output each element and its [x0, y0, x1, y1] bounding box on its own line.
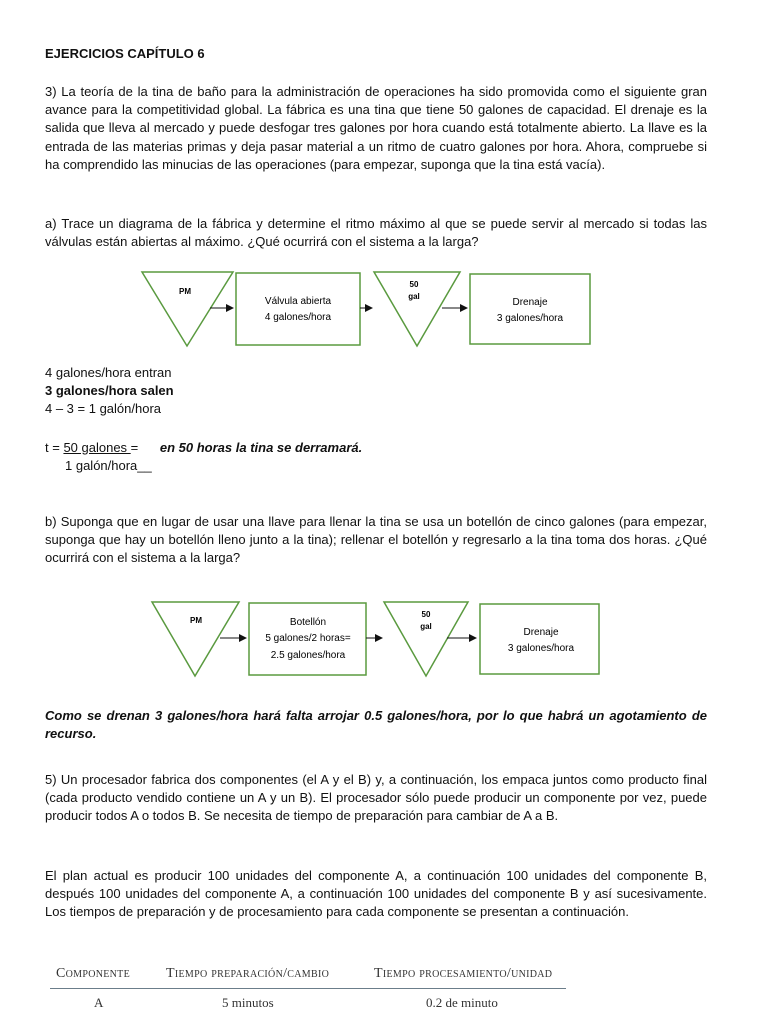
valve-label-2: 4 galones/hora	[264, 312, 332, 323]
calc-net: 4 – 3 = 1 galón/hora	[45, 401, 162, 416]
exercise-3b-answer: Como se drenan 3 galones/hora hará falta arrojar 0.5 galones/hora, por lo que habrá un agotamiento de recurso.	[45, 708, 707, 742]
header-processing-time: Tiempo procesamiento/unidad	[368, 962, 566, 989]
tank-label-2: gal	[420, 622, 432, 631]
time-equals: =	[130, 440, 139, 455]
flow-diagram-b	[150, 600, 600, 680]
exercise-3-statement: 3) La teoría de la tina de baño para la administración de operaciones ha sido promovida como el siguiente gran avance para la competitividad global. La fábrica es una tina que tiene 50 galones de capacidad. El drenaje es la salida que lleva al mercado y puede desfogar tres galones por hora cuando está totalmente abierto. La llave es la entrada de las materias primas y deja pasar material a un ritmo de cuatro galones por hora. Ahora, compruebe si ha comprendido las minucias de las operaciones (para empezar, suponga que la tina está vacía).	[45, 84, 707, 172]
drain-label-1: Drenaje	[512, 297, 548, 308]
header-setup-time: Tiempo preparación/cambio	[160, 962, 368, 989]
drain-label-1: Drenaje	[523, 627, 559, 638]
exercise-3b-question: b) Suponga que en lugar de usar una llave para llenar la tina se usa un botellón de cinco galones (para empezar, suponga que hay un botellón lleno junto a la tina); rellenar el botellón y regresarlo a la tina toma dos horas. ¿Qué ocurrirá con el sistema a la larga?	[45, 514, 707, 566]
flow-diagram-a	[140, 270, 600, 350]
exercise-5-statement: 5) Un procesador fabrica dos componentes (el A y el B) y, a continuación, los empaca juntos como producto final (cada producto vendido contiene un A y un B). El procesador sólo puede producir un componente por vez, puede producir todos A o todos B. Se necesita de tiempo de preparación para cambiar de A a B.	[45, 772, 707, 824]
valve-box	[236, 273, 360, 345]
drain-label-2: 3 galones/hora	[496, 313, 564, 324]
tank-label-1: 50	[409, 280, 419, 289]
exercise-3a-question: a) Trace un diagrama de la fábrica y determine el ritmo máximo al que se puede servir al mercado si todas las válvulas están abiertas al máximo. ¿Qué ocurrirá con el sistema a la larga?	[45, 216, 707, 250]
raw-material-triangle	[152, 602, 239, 676]
tank-label-1: 50	[421, 610, 431, 619]
calc-outflow: 3 galones/hora salen	[45, 383, 174, 398]
time-prefix: t =	[45, 440, 64, 455]
exercise-5-plan: El plan actual es producir 100 unidades del componente A, a continuación 100 unidades del componente B, después 100 unidades del componente A, a continuación 100 unidades del componente B y así sucesivamente. Los tiempos de preparación y de procesamiento para cada componente se presentan a continuación.	[45, 868, 707, 920]
bottle-label-2: 5 galones/2 horas=	[265, 633, 351, 644]
time-result: en 50 horas la tina se derramará.	[159, 440, 363, 455]
drain-box	[470, 274, 590, 344]
header-component: Componente	[50, 962, 160, 989]
bottle-label-3: 2.5 galones/hora	[270, 650, 346, 661]
time-numerator: 50 galones	[63, 440, 131, 455]
time-formula	[45, 439, 362, 457]
raw-material-triangle	[142, 272, 233, 346]
cell-component: A	[94, 995, 104, 1010]
valve-label-1: Válvula abierta	[264, 296, 332, 307]
drain-box	[480, 604, 599, 674]
tank-label-2: gal	[408, 292, 420, 301]
bottle-label-1: Botellón	[289, 617, 327, 628]
chapter-heading: EJERCICIOS CAPÍTULO 6	[45, 46, 205, 61]
time-denominator: 1 galón/hora__	[65, 458, 152, 473]
pm-label: PM	[179, 287, 191, 296]
cell-processing-time: 0.2 de minuto	[426, 995, 498, 1010]
pm-label: PM	[190, 616, 202, 625]
table-row	[50, 989, 566, 1012]
drain-label-2: 3 galones/hora	[507, 643, 575, 654]
component-times-table	[50, 962, 566, 1011]
calc-inflow: 4 galones/hora entran	[45, 365, 172, 380]
cell-setup-time: 5 minutos	[222, 995, 274, 1010]
